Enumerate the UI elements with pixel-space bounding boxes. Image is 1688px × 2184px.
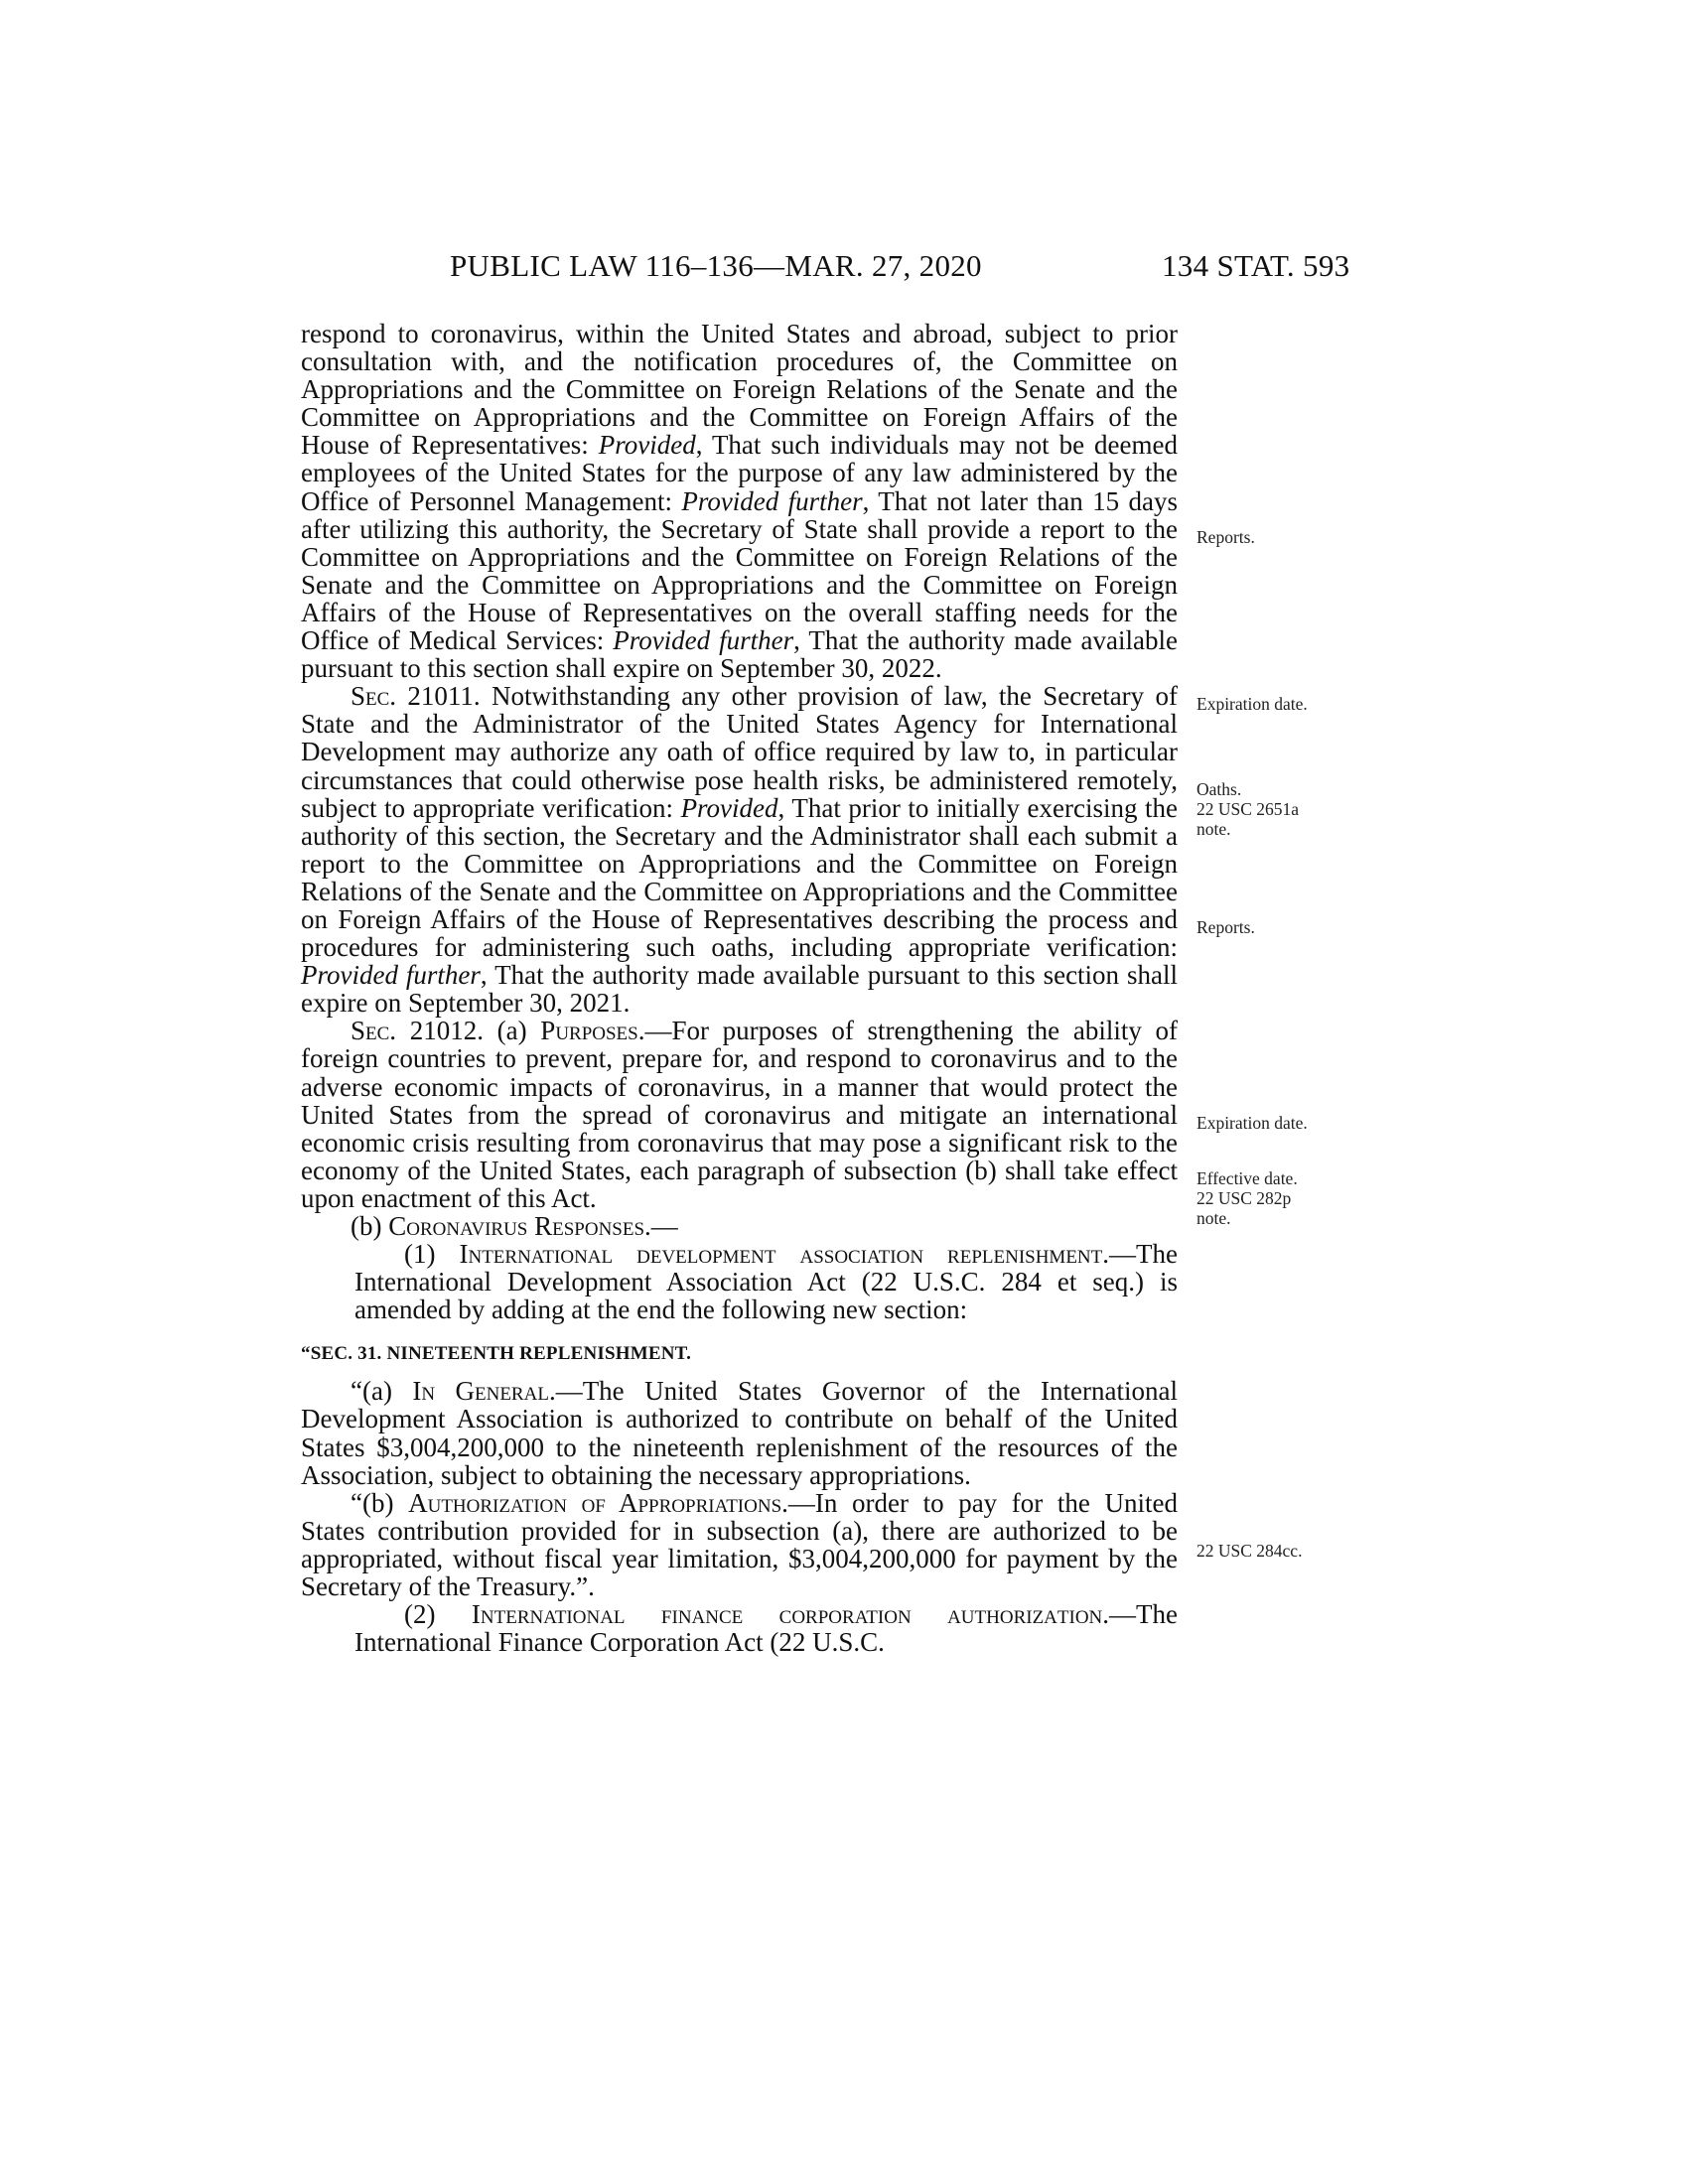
section-31-heading: “SEC. 31. NINETEENTH REPLENISHMENT. (301, 1343, 692, 1365)
paragraph-continuation: respond to coronavirus, within the United States and abroad, subject to prior consultation with, and the notification procedures of, the Committee on Appropriations and the Committee on Foreign Relations of the Senate and the Committee on Appropriations and the Committee on Foreign Affairs of the House of Representatives: Provided, That such individuals may not be deemed employees of the United States for the purpose of any law administered by the Office of Personnel Management: Provided further, That not later than 15 days after utilizing this authority, the Secretary of State shall provide a report to the Committee on Appropriations and the Committee on Foreign Relations of the Senate and the Committee on Appropriations and the Committee on Foreign Affairs of the House of Representatives on the overall staffing needs for the Office of Medical Services: Provided further, That the authority made available pursuant to this section shall expire on September 30, 2022. (301, 319, 1179, 684)
margin-note-line: 22 USC 2651a (1196, 799, 1300, 819)
section-21012: Sec. 21012. (a) Purposes.—For purposes of strengthening the ability of foreign countries to prevent, prepare for, and respond to coronavirus and to the adverse economic impacts of coronavirus, in a manner that would protect the United States from the spread of coronavirus and mitigate an international economic crisis resulting from coronavirus that may pose a significant risk to the economy of the United States, each paragraph of subsection (b) shall take effect upon enactment of this Act. (301, 1016, 1178, 1213)
margin-note-effective-date (1196, 1168, 1298, 1228)
subsection-b-heading: (b) Coronavirus Responses.— (351, 1211, 678, 1241)
margin-note-expiration-date: Expiration date. (1196, 1113, 1308, 1133)
paragraph-2-ifc: (2) International finance corporation authorization.—The International Finance Corporation Act (22 U.S.C. (354, 1599, 1179, 1658)
margin-note-reports: Reports. (1196, 527, 1255, 547)
margin-note-reports: Reports. (1196, 917, 1255, 937)
margin-note-line: note. (1196, 819, 1231, 839)
margin-note-line: note. (1196, 1208, 1231, 1228)
margin-note-line: Effective date. (1196, 1168, 1298, 1188)
public-law-title: PUBLIC LAW 116–136—MAR. 27, 2020 (450, 248, 982, 283)
margin-note-line: 22 USC 282p (1196, 1188, 1292, 1208)
margin-note-expiration-date: Expiration date. (1196, 694, 1308, 714)
paragraph-1-ida: (1) International development association replenishment.—The International Development Association Act (22 U.S.C. 284 et seq.) is amended by adding at the end the following new section: (354, 1239, 1178, 1325)
margin-note-line: Oaths. (1196, 779, 1242, 799)
margin-note-oaths (1196, 779, 1299, 839)
margin-note-usc-284cc: 22 USC 284cc. (1196, 1541, 1303, 1561)
subsection-b-authorization: “(b) Authorization of Appropriations.—In order to pay for the United States contribution provided for in subsection (a), there are authorized to be appropriated, without fiscal year limitation, $3,004,200,000 for payment by the Secretary of the Treasury.”. (301, 1487, 1178, 1602)
subsection-a-in-general: “(a) In General.—The United States Governor of the International Development Association is authorized to contribute on behalf of the United States $3,004,200,000 to the nineteenth replenishment of the resources of the Association, subject to obtaining the necessary appropriations. (301, 1376, 1178, 1490)
document-body (301, 320, 1178, 1656)
statute-page-number: 134 STAT. 593 (1162, 248, 1350, 283)
section-21011: Sec. 21011. Notwithstanding any other provision of law, the Secretary of State and the Administrator of the United States Agency for International Development may authorize any oath of office required by law to, in particular circumstances that could otherwise pose health risks, be administered remotely, subject to appropriate verification: Provided, That prior to initially exercising the authority of this section, the Secretary and the Administrator shall each submit a report to the Committee on Appropriations and the Committee on Foreign Relations of the Senate and the Committee on Appropriations and the Committee on Foreign Affairs of the House of Representatives describing the process and procedures for administering such oaths, including appropriate verification: Provided further, That the authority made available pursuant to this section shall expire on September 30, 2021. (301, 681, 1178, 1019)
